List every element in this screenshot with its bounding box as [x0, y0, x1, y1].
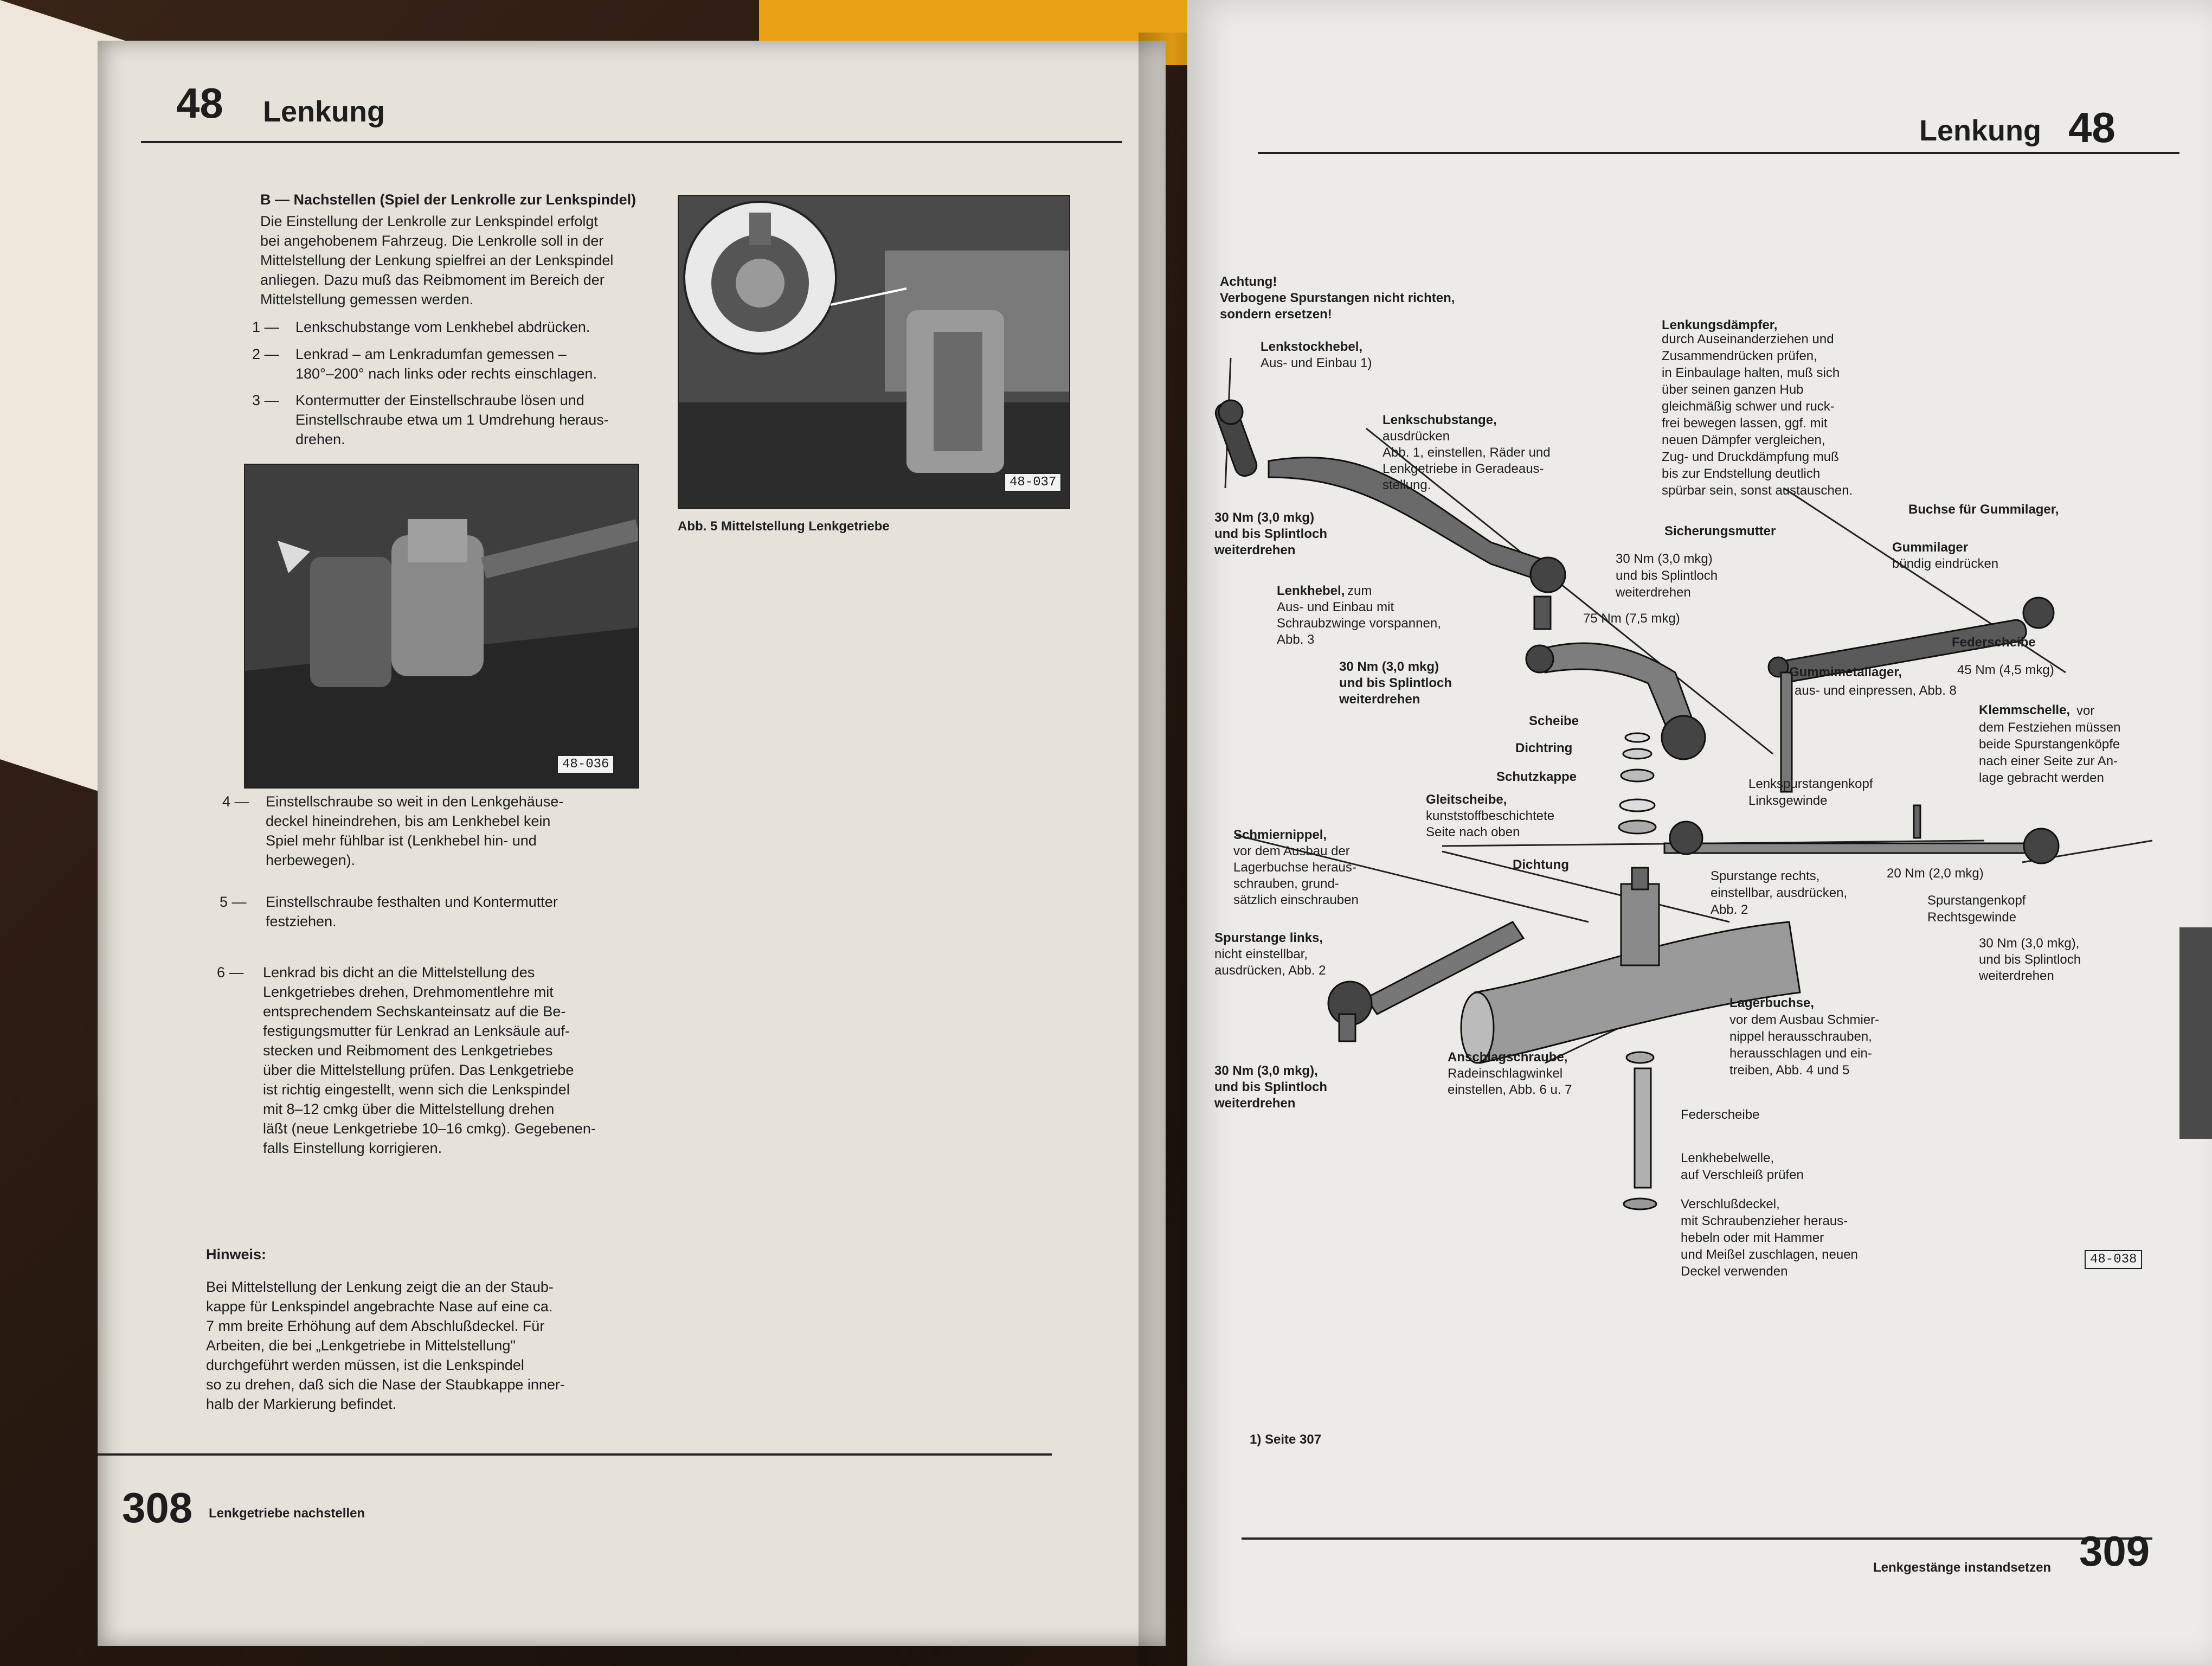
label-sicherungsmutter: Sicherungsmutter [1664, 524, 1776, 539]
label-klemmschelle: Klemmschelle, [1979, 703, 2070, 717]
step-text: Einstellschraube so weit in den Lenkgehäuse- deckel hineindrehen, bis am Lenkhebel kein Spiel mehr fühlbar ist (Lenkhebel hin- und herbewegen). [266, 793, 564, 868]
photo-illustration [245, 465, 638, 787]
label-spurstange-links-detail: nicht einstellbar, ausdrücken, Abb. 2 [1214, 947, 1326, 978]
label-lenkhebelwelle: Lenkhebelwelle, auf Verschleiß prüfen [1681, 1151, 1804, 1182]
label-gleitscheibe-detail: kunststoffbeschichtete Seite nach oben [1426, 809, 1555, 840]
footer-rule [98, 1453, 1052, 1456]
intro-paragraph: Die Einstellung der Lenkrolle zur Lenkspindel erfolgt bei angehobenem Fahrzeug. Die Lenkrolle soll in der Mittelstellung der Lenkung spielfrei an der Lenkspindel anliegen. Dazu muß das Reibmoment im Bereich der Mittelstellung gemessen werden. [260, 213, 614, 307]
label-lenkspurstangenkopf: Lenkspurstangenkopf Linksgewinde [1748, 777, 1873, 808]
right-page [1187, 0, 2212, 1666]
page-number: 308 [122, 1484, 193, 1532]
section-heading: B — Nachstellen (Spiel der Lenkrolle zur Lenkspindel) [260, 191, 636, 208]
label-schmiernippel: Schmiernippel, [1233, 828, 1327, 842]
step-number: 5 — [220, 894, 247, 910]
note-heading: Hinweis: [206, 1246, 267, 1263]
header-rule [141, 141, 1122, 143]
label-gummilager-detail: bündig eindrücken [1892, 556, 1999, 571]
label-lenkungsdaempfer-detail: durch Auseinanderziehen und Zusammendrücken prüfen, in Einbaulage halten, muß sich über seinen ganzen Hub gleichmäßig schwer und ruck- frei bewegen lassen, ggf. mit neuen Dämpfer vergleichen, Zug- und Druckdämpfung muß bis zur Endstellung deutlich spürbar sein, sonst austauschen. [1662, 332, 1853, 498]
chapter-number: 48 [2068, 104, 2115, 151]
page-number: 309 [2079, 1527, 2150, 1575]
label-torque-spurstange-links: 30 Nm (3,0 mkg), und bis Splintloch weiterdrehen [1214, 1063, 1327, 1111]
label-torque-lenkstockhebel: 30 Nm (3,0 mkg) und bis Splintloch weiterdrehen [1214, 510, 1327, 558]
label-lenkschubstange-detail: ausdrücken Abb. 1, einstellen, Räder und Lenkgetriebe in Geradeaus- stellung. [1382, 429, 1551, 492]
step-number: 4 — [222, 793, 249, 810]
label-anschlagschraube-detail: Radeinschlagwinkel einstellen, Abb. 6 u. 7 [1448, 1066, 1572, 1097]
photo-reference-tag: 48-036 [557, 755, 614, 774]
label-gummimetallager-detail: aus- und einpressen, Abb. 8 [1795, 683, 1957, 698]
note-text: Bei Mittelstellung der Lenkung zeigt die an der Staub- kappe für Lenkspindel angebrachte Nase auf eine ca. 7 mm breite Erhöhung auf dem Abschlußdeckel. Für Arbeiten, die bei „Lenkgetriebe in Mittelstellung" durchgeführt werden müssen, ist die Lenkspindel so zu drehen, daß sich die Nase der Staubkappe inner- halb der Markierung befindet. [206, 1279, 565, 1412]
label-gleitscheibe: Gleitscheibe, [1426, 792, 1507, 807]
label-dichtring: Dichtring [1515, 741, 1573, 755]
label-gummilager: Gummilager [1892, 540, 1969, 555]
footnote: 1) Seite 307 [1250, 1432, 1322, 1447]
label-torque-spurstangenkopf: 30 Nm (3,0 mkg), und bis Splintloch weiterdrehen [1979, 936, 2081, 983]
step-number: 3 — [252, 392, 279, 408]
photo-adjusting-screw [244, 464, 639, 789]
label-torque-75: 75 Nm (7,5 mkg) [1583, 611, 1680, 626]
label-anschlagschraube: Anschlagschraube, [1448, 1050, 1568, 1065]
label-buchse: Buchse für Gummilager, [1908, 502, 2059, 517]
label-torque-schubstange: 30 Nm (3,0 mkg) und bis Splintloch weiterdrehen [1616, 552, 1718, 600]
label-torque-45: 45 Nm (4,5 mkg) [1957, 663, 2054, 677]
step-text: Einstellschraube festhalten und Kontermutter festziehen. [266, 894, 558, 930]
label-dichtung: Dichtung [1513, 857, 1569, 872]
label-spurstange-links: Spurstange links, [1214, 931, 1323, 945]
label-verschlussdeckel: Verschlußdeckel, mit Schraubenzieher heraus- hebeln oder mit Hammer und Meißel zuschlagen, neuen Deckel verwenden [1681, 1197, 1858, 1279]
photo-caption: Abb. 5 Mittelstellung Lenkgetriebe [678, 519, 890, 534]
diagram-reference-tag: 48-038 [2085, 1250, 2142, 1269]
photo-reference-tag: 48-037 [1004, 473, 1062, 492]
chapter-title: Lenkung [263, 95, 385, 128]
step-text: Lenkschubstange vom Lenkhebel abdrücken. [295, 319, 590, 335]
photo-illustration [679, 196, 1069, 508]
left-page [98, 41, 1166, 1646]
label-klemmschelle-detail: vor dem Festziehen müssen beide Spurstangenköpfe nach einer Seite zur An- lage gebracht werden [1979, 703, 2121, 785]
label-federscheibe: Federscheibe [1952, 635, 2036, 650]
footer-title: Lenkgestänge instandsetzen [1873, 1560, 2052, 1575]
label-spurstange-rechts: Spurstange rechts, einstellbar, ausdrücken, Abb. 2 [1711, 869, 1848, 917]
label-gummimetallager: Gummimetallager, [1789, 665, 1902, 680]
label-lagerbuchse: Lagerbuchse, [1729, 996, 1815, 1010]
label-lenkstockhebel: Lenkstockhebel, [1261, 339, 1363, 354]
label-spurstangenkopf: Spurstangenkopf Rechtsgewinde [1927, 893, 2026, 925]
warning-note: Achtung! Verbogene Spurstangen nicht richten, sondern ersetzen! [1220, 274, 1455, 322]
step-text: Kontermutter der Einstellschraube lösen und Einstellschraube etwa um 1 Umdrehung heraus- drehen. [295, 392, 609, 447]
label-federscheibe-2: Federscheibe [1681, 1107, 1760, 1122]
label-lenkschubstange: Lenkschubstange, [1382, 413, 1497, 427]
step-number: 1 — [252, 319, 279, 335]
step-number: 2 — [252, 346, 279, 362]
step-text: Lenkrad bis dicht an die Mittelstellung des Lenkgetriebes drehen, Drehmomentlehre mit entsprechendem Sechskanteinsatz auf die Be- festigungsmutter für Lenkrad an Lenksäule auf- stecken und Reibmoment des Lenkgetriebes über die Mittelstellung prüfen. Das Lenkgetriebe ist richtig eingestellt, wenn sich die Lenkspindel mit 8–12 cmkg über die Mittelstellung drehen läßt (neue Lenkgetriebe 10–16 cmkg). Gegebenen- falls Einstellung korrigieren. [263, 964, 596, 1156]
footer-title: Lenkgetriebe nachstellen [209, 1506, 365, 1521]
photo-steering-gear-center [678, 195, 1070, 509]
label-lenkungsdaempfer: Lenkungsdämpfer, [1662, 318, 1778, 332]
steering-linkage-diagram [1187, 0, 2212, 1666]
label-torque-20: 20 Nm (2,0 mkg) [1887, 866, 1984, 881]
label-lenkhebel: Lenkhebel, [1277, 584, 1345, 598]
label-lenkhebel-detail: zum Aus- und Einbau mit Schraubzwinge vorspannen, Abb. 3 [1277, 584, 1441, 647]
label-lagerbuchse-detail: vor dem Ausbau Schmier- nippel herausschrauben, herausschlagen und ein- treiben, Abb. 4 und 5 [1729, 1013, 1880, 1078]
footer-rule [1242, 1537, 2152, 1540]
chapter-title: Lenkung [1919, 114, 2041, 147]
label-lenkstockhebel-detail: Aus- und Einbau 1) [1261, 356, 1372, 370]
label-scheibe: Scheibe [1529, 714, 1579, 728]
step-number: 6 — [217, 964, 244, 981]
label-schutzkappe: Schutzkappe [1496, 770, 1577, 784]
step-text: Lenkrad – am Lenkradumfan gemessen – 180°–200° nach links oder rechts einschlagen. [295, 346, 597, 382]
label-schmiernippel-detail: vor dem Ausbau der Lagerbuchse heraus- schrauben, grund- sätzlich einschrauben [1233, 844, 1359, 907]
chapter-number: 48 [176, 79, 223, 127]
label-torque-lenkhebel: 30 Nm (3,0 mkg) und bis Splintloch weiterdrehen [1339, 659, 1452, 707]
